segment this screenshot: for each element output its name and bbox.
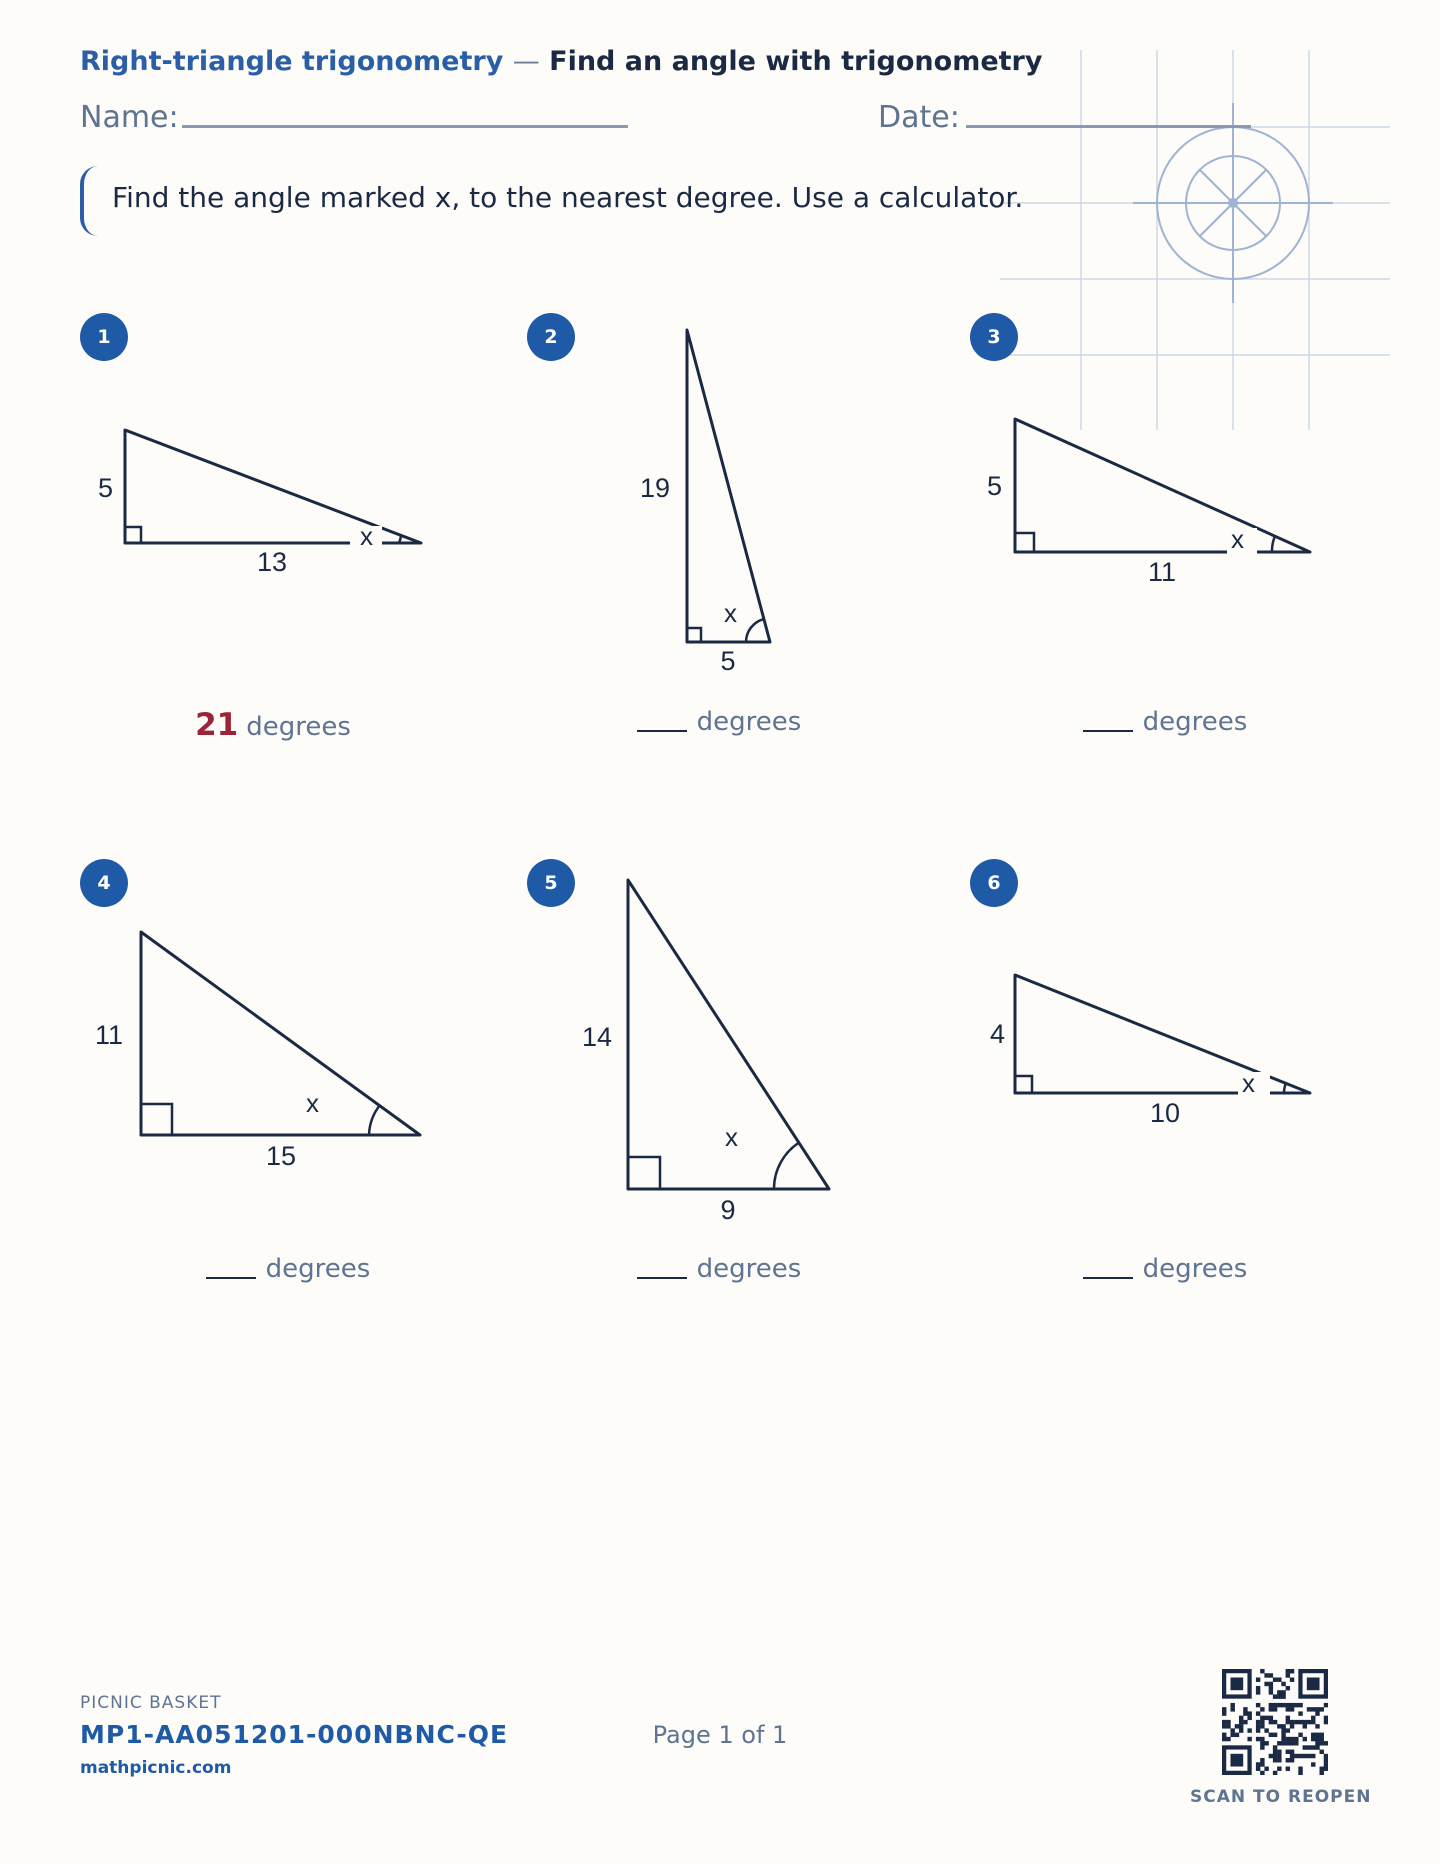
triangle-diagram — [560, 860, 860, 1240]
answer-unit: degrees — [1142, 707, 1248, 737]
vertical-leg-label: 19 — [640, 473, 671, 503]
worksheet-code: MP1-AA051201-000NBNC-QE — [80, 1720, 509, 1749]
vertical-leg-label: 14 — [582, 1022, 613, 1052]
instructions-bracket — [80, 166, 98, 236]
problem-number-badge: 5 — [527, 859, 575, 907]
vertical-leg-label: 11 — [95, 1020, 124, 1050]
answer-blank[interactable] — [637, 730, 687, 732]
answer-line — [73, 707, 473, 743]
angle-marker: x — [724, 598, 737, 628]
triangle-diagram — [980, 400, 1320, 600]
horizontal-leg-label: 5 — [720, 646, 736, 676]
name-label: Name: — [80, 100, 179, 135]
angle-marker: x — [1242, 1068, 1255, 1098]
grid-compass-watermark — [1000, 50, 1390, 430]
website-link[interactable]: mathpicnic.com — [80, 1758, 232, 1778]
vertical-leg-label: 5 — [98, 473, 114, 503]
answer-unit: degrees — [246, 712, 351, 742]
answer-blank[interactable] — [1083, 730, 1133, 732]
answer-blank[interactable] — [637, 1277, 687, 1279]
triangle-diagram — [620, 320, 820, 690]
answer-unit: degrees — [696, 1254, 802, 1284]
answer-unit: degrees — [696, 707, 802, 737]
date-field[interactable] — [966, 125, 1251, 128]
angle-marker: x — [306, 1088, 319, 1118]
name-field[interactable] — [182, 125, 628, 128]
vertical-leg-label: 5 — [987, 471, 1003, 501]
answer-unit: degrees — [265, 1254, 371, 1284]
worksheet-subtitle: Find an angle with trigonometry — [549, 46, 1043, 77]
worksheet-title — [80, 46, 1042, 77]
angle-marker: x — [725, 1122, 738, 1152]
problem-number-badge: 4 — [80, 859, 128, 907]
horizontal-leg-label: 13 — [256, 547, 288, 577]
qr-code[interactable] — [1222, 1669, 1328, 1775]
horizontal-leg-label: 15 — [265, 1141, 297, 1171]
triangle-diagram — [980, 940, 1320, 1140]
title-separator: — — [512, 46, 540, 77]
triangle-diagram — [80, 920, 460, 1180]
horizontal-leg-label: 11 — [1147, 557, 1177, 587]
angle-marker: x — [1231, 524, 1244, 554]
answer-line — [88, 1254, 488, 1284]
page-number: Page 1 of 1 — [652, 1721, 788, 1749]
problem-number-badge: 3 — [970, 313, 1018, 361]
answer-value[interactable]: 21 — [195, 707, 239, 743]
answer-line — [519, 707, 919, 737]
footer-brand: PICNIC BASKET — [80, 1693, 222, 1713]
answer-blank[interactable] — [206, 1277, 256, 1279]
problem-number-badge: 6 — [970, 859, 1018, 907]
instructions: Find the angle marked x, to the nearest degree. Use a calculator. — [112, 181, 1024, 214]
scan-label: SCAN TO REOPEN — [1190, 1787, 1372, 1807]
triangle-diagram — [80, 400, 460, 600]
problem-number-badge: 1 — [80, 313, 128, 361]
horizontal-leg-label: 10 — [1149, 1098, 1181, 1128]
answer-blank[interactable] — [1083, 1277, 1133, 1279]
answer-unit: degrees — [1142, 1254, 1248, 1284]
answer-line — [965, 1254, 1365, 1284]
angle-marker: x — [360, 521, 373, 551]
topic-title: Right-triangle trigonometry — [80, 46, 504, 77]
horizontal-leg-label: 9 — [720, 1195, 736, 1225]
vertical-leg-label: 4 — [990, 1019, 1006, 1049]
problem-number-badge: 2 — [527, 313, 575, 361]
answer-line — [519, 1254, 919, 1284]
answer-line — [965, 707, 1365, 737]
date-label: Date: — [878, 100, 960, 135]
